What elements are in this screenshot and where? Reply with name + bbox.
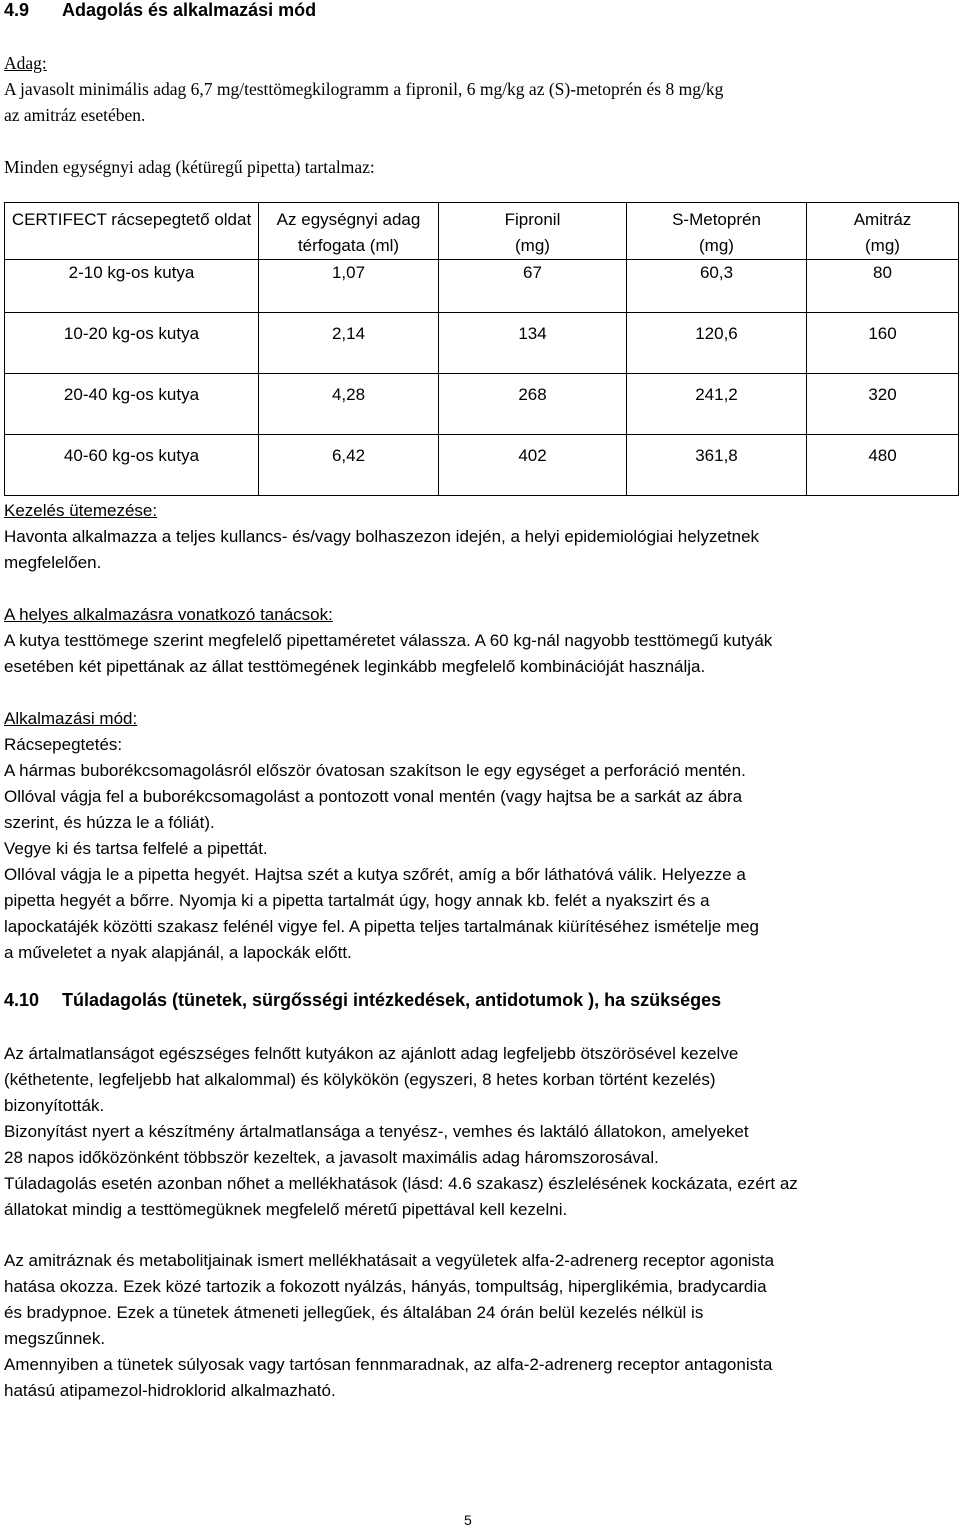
schedule-heading: Kezelés ütemezése: bbox=[4, 501, 158, 520]
table-cell: 4,28 bbox=[259, 374, 439, 435]
table-cell: 67 bbox=[439, 260, 627, 313]
table-cell: 241,2 bbox=[627, 374, 807, 435]
application-text-line: Vegye ki és tartsa felfelé a pipettát. bbox=[4, 839, 268, 858]
overdose-text-line: állatokat mindig a testtömegüknek megfelelő méretű pipettával kell kezelni. bbox=[4, 1200, 568, 1219]
table-cell: 120,6 bbox=[627, 313, 807, 374]
section-number: 4.10 bbox=[4, 990, 40, 1010]
table-cell: 10-20 kg-os kutya bbox=[5, 313, 259, 374]
advice-text-line: esetében két pipettának az állat testtömegének leginkább megfelelő kombinációját használja. bbox=[4, 657, 706, 676]
table-row bbox=[5, 374, 959, 435]
section-4-10-heading bbox=[4, 990, 721, 1011]
table-cell: 1,07 bbox=[259, 260, 439, 313]
table-cell: 2,14 bbox=[259, 313, 439, 374]
dose-text-line: az amitráz esetében. bbox=[4, 105, 146, 125]
table-cell: 160 bbox=[807, 313, 959, 374]
advice-block bbox=[4, 602, 954, 680]
schedule-block bbox=[4, 498, 954, 576]
section-4-9-heading bbox=[4, 0, 316, 21]
table-cell: 268 bbox=[439, 374, 627, 435]
overdose-paragraph-2 bbox=[4, 1248, 954, 1404]
table-header-cell: Amitráz (mg) bbox=[807, 203, 959, 260]
table-cell: 6,42 bbox=[259, 435, 439, 496]
schedule-text-line: Havonta alkalmazza a teljes kullancs- és/vagy bolhaszezon idején, a helyi epidemiológiai helyzetnek bbox=[4, 527, 760, 546]
application-heading: Alkalmazási mód: bbox=[4, 709, 138, 728]
table-header-cell: S-Metoprén (mg) bbox=[627, 203, 807, 260]
overdose-text-line: hatása okozza. Ezek közé tartozik a fokozott nyálzás, hányás, tompultság, hiperglikémia, bradycardia bbox=[4, 1277, 767, 1296]
table-cell: 60,3 bbox=[627, 260, 807, 313]
overdose-text-line: megszűnnek. bbox=[4, 1329, 106, 1348]
overdose-text-line: 28 napos időközönként többször kezeltek, a javasolt maximális adag háromszorosával. bbox=[4, 1148, 659, 1167]
unit-intro-text: Minden egységnyi adag (kétüregű pipetta) tartalmaz: bbox=[4, 157, 375, 177]
table-row bbox=[5, 313, 959, 374]
overdose-text-line: Túladagolás esetén azonban nőhet a mellékhatások (lásd: 4.6 szakasz) észlelésének kockázata, ezért az bbox=[4, 1174, 798, 1193]
application-text-line: szerint, és húzza le a fóliát). bbox=[4, 813, 215, 832]
dose-text-line: A javasolt minimális adag 6,7 mg/testtömegkilogramm a fipronil, 6 mg/kg az (S)-metoprén és 8 mg/kg bbox=[4, 79, 724, 99]
overdose-text-line: Az ártalmatlanságot egészséges felnőtt kutyákon az ajánlott adag legfeljebb ötszörösével kezelve bbox=[4, 1044, 739, 1063]
overdose-text-line: bizonyították. bbox=[4, 1096, 105, 1115]
page-number: 5 bbox=[464, 1512, 472, 1528]
application-subheading: Rácsepegtetés: bbox=[4, 735, 123, 754]
section-number: 4.9 bbox=[4, 0, 30, 20]
table-cell: 80 bbox=[807, 260, 959, 313]
overdose-text-line: és bradypnoe. Ezek a tünetek átmeneti jellegűek, és általában 24 órán belül kezelés nélkül is bbox=[4, 1303, 704, 1322]
application-text-line: Ollóval vágja le a pipetta hegyét. Hajtsa szét a kutya szőrét, amíg a bőr láthatóvá válik. Helyezze a bbox=[4, 865, 746, 884]
dose-block bbox=[4, 50, 954, 128]
table-header-cell: CERTIFECT rácsepegtető oldat bbox=[5, 203, 259, 260]
application-text-line: a műveletet a nyak alapjánál, a lapockák előtt. bbox=[4, 943, 352, 962]
table-cell: 40-60 kg-os kutya bbox=[5, 435, 259, 496]
table-cell: 2-10 kg-os kutya bbox=[5, 260, 259, 313]
overdose-text-line: Amennyiben a tünetek súlyosak vagy tartósan fennmaradnak, az alfa-2-adrenerg receptor antagonista bbox=[4, 1355, 773, 1374]
unit-intro bbox=[4, 154, 954, 180]
application-text-line: A hármas buborékcsomagolásról először óvatosan szakítson le egy egységet a perforáció mentén. bbox=[4, 761, 746, 780]
overdose-text-line: Az amitráznak és metabolitjainak ismert mellékhatásait a vegyületek alfa-2-adrenerg receptor agonista bbox=[4, 1251, 775, 1270]
table-row bbox=[5, 435, 959, 496]
section-title: Túladagolás (tünetek, sürgősségi intézkedések, antidotumok ), ha szükséges bbox=[62, 990, 722, 1010]
table-cell: 320 bbox=[807, 374, 959, 435]
dose-heading: Adag: bbox=[4, 53, 47, 73]
application-text-line: pipetta hegyét a bőrre. Nyomja ki a pipetta tartalmát úgy, hogy annak kb. felét a nyakszirt és a bbox=[4, 891, 710, 910]
table-cell: 402 bbox=[439, 435, 627, 496]
section-title: Adagolás és alkalmazási mód bbox=[62, 0, 317, 20]
overdose-text-line: hatású atipamezol-hidroklorid alkalmazható. bbox=[4, 1381, 336, 1400]
application-text-line: lapockatájék közötti szakasz felénél vigye fel. A pipetta teljes tartalmának kiürítéséhez ismételje meg bbox=[4, 917, 759, 936]
table-cell: 480 bbox=[807, 435, 959, 496]
table-header-cell: Fipronil (mg) bbox=[439, 203, 627, 260]
table-row bbox=[5, 260, 959, 313]
overdose-text-line: Bizonyítást nyert a készítmény ártalmatlansága a tenyész-, vemhes és laktáló állatokon, amelyeket bbox=[4, 1122, 749, 1141]
overdose-text-line: (kéthetente, legfeljebb hat alkalommal) és kölykökön (egyszeri, 8 hetes korban történt kezelés) bbox=[4, 1070, 716, 1089]
advice-heading: A helyes alkalmazásra vonatkozó tanácsok: bbox=[4, 605, 333, 624]
advice-text-line: A kutya testtömege szerint megfelelő pipettaméretet válassza. A 60 kg-nál nagyobb testtömegű kutyák bbox=[4, 631, 773, 650]
application-text-line: Ollóval vágja fel a buborékcsomagolást a pontozott vonal mentén (vagy hajtsa be a sarkát az ábra bbox=[4, 787, 743, 806]
table-cell: 361,8 bbox=[627, 435, 807, 496]
overdose-paragraph-1 bbox=[4, 1041, 954, 1223]
dose-table bbox=[4, 202, 959, 496]
table-header-row bbox=[5, 203, 959, 260]
table-cell: 134 bbox=[439, 313, 627, 374]
application-block bbox=[4, 706, 954, 966]
table-header-cell: Az egységnyi adag térfogata (ml) bbox=[259, 203, 439, 260]
table-cell: 20-40 kg-os kutya bbox=[5, 374, 259, 435]
schedule-text-line: megfelelően. bbox=[4, 553, 102, 572]
